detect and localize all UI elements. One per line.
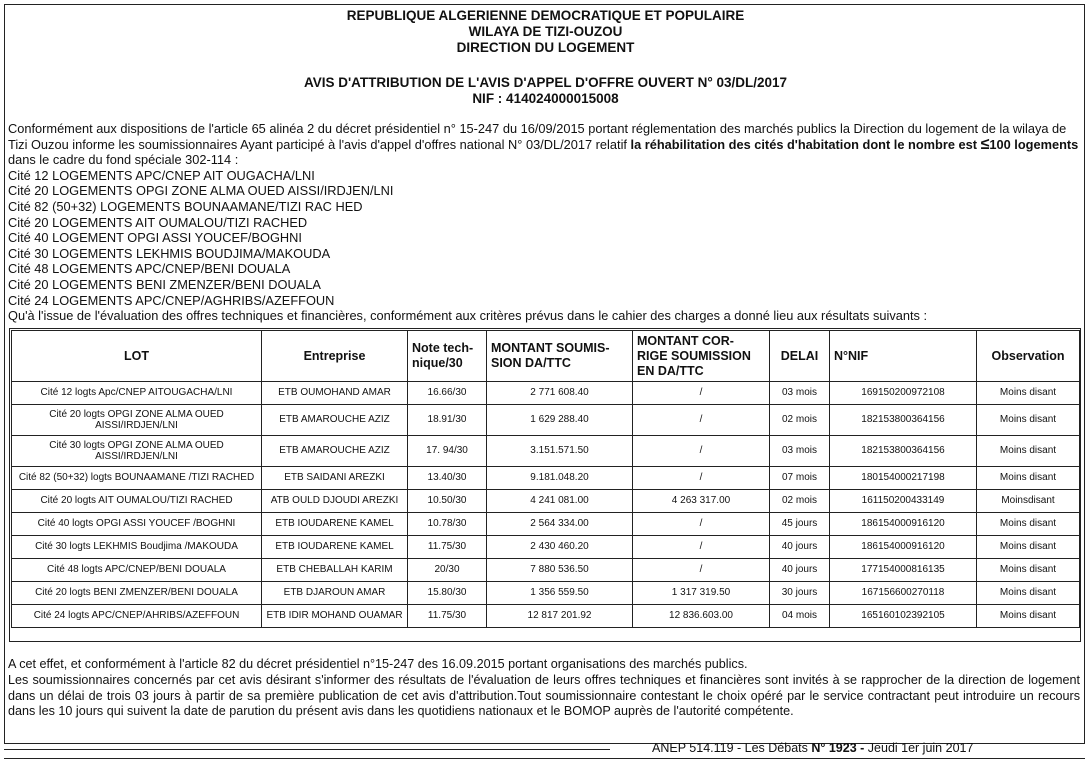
notice-nif: NIF : 414024000015008 (472, 91, 619, 106)
intro-block (8, 121, 1080, 324)
closing-paragraph-1: A cet effet, et conformément à l'article 82 du décret présidentiel n°15-247 des 16.09.2015 portant organisations des marchés publics. (8, 657, 748, 671)
table-header-cell: MONTANT SOUMIS- SION DA/TTC (487, 331, 633, 382)
header-wilaya: WILAYA DE TIZI-OUZOU (468, 24, 623, 39)
table-cell: ETB OUMOHAND AMAR (262, 382, 408, 405)
table-cell: 9.181.048.20 (487, 467, 633, 490)
table-header-cell: DELAI (770, 331, 830, 382)
table-cell: Cité 20 logts BENI ZMENZER/BENI DOUALA (12, 582, 262, 605)
table-row (12, 382, 1080, 405)
table-cell: Moins disant (977, 436, 1080, 467)
table-cell: Moins disant (977, 605, 1080, 628)
after-cities-text: Qu'à l'issue de l'évaluation des offres techniques et financières, conformément aux critères prévus dans le cahier des charges a donné lieu aux résultats suivants : (8, 308, 928, 324)
footer-date: Jeudi 1er juin 2017 (864, 741, 974, 755)
table-cell: 17. 94/30 (408, 436, 487, 467)
table-cell: 1 356 559.50 (487, 582, 633, 605)
table-cell: / (633, 513, 770, 536)
table-cell: 167156600270118 (830, 582, 977, 605)
table-cell: 1 317 319.50 (633, 582, 770, 605)
table-cell: / (633, 559, 770, 582)
city-item: Cité 20 LOGEMENTS OPGI ZONE ALMA OUED AISSI/IRDJEN/LNI (8, 183, 394, 199)
table-cell: ETB IDIR MOHAND OUAMAR (262, 605, 408, 628)
table-cell: Moins disant (977, 513, 1080, 536)
table-body (12, 382, 1080, 628)
table-cell: ATB OULD DJOUDI AREZKI (262, 490, 408, 513)
table-cell: 11.75/30 (408, 536, 487, 559)
intro-text-end: dans le cadre du fond spéciale 302-114 : (8, 152, 239, 168)
table-cell: ETB AMAROUCHE AZIZ (262, 436, 408, 467)
bottom-rule (4, 758, 1085, 759)
table-header-cell: Note tech- nique/30 (408, 331, 487, 382)
table-header-row (12, 331, 1080, 382)
city-item: Cité 20 LOGEMENTS BENI ZMENZER/BENI DOUALA (8, 276, 321, 292)
table-cell: Cité 20 logts AIT OUMALOU/TIZI RACHED (12, 490, 262, 513)
intro-text: Conformément aux dispositions de l'article 65 alinéa 2 du décret présidentiel n° 15-247 du 16/09/2015 portant réglementation des marchés publics la Direction du logement de la wilaya de Tizi Ouzou informe les soumissionnaires Ayant participé à l'avis d'appel d'offres national N° 03/DL/2017 relatif (8, 121, 1067, 152)
table-cell: 45 jours (770, 513, 830, 536)
table-cell: 03 mois (770, 436, 830, 467)
table-cell: Moins disant (977, 536, 1080, 559)
table-cell: Cité 12 logts Apc/CNEP AITOUGACHA/LNI (12, 382, 262, 405)
table-cell: ETB DJAROUN AMAR (262, 582, 408, 605)
table-cell: 12 817 201.92 (487, 605, 633, 628)
table-cell: 03 mois (770, 382, 830, 405)
table-row (12, 405, 1080, 436)
table-cell: 161150200433149 (830, 490, 977, 513)
intro-bold-count: 100 logements (989, 136, 1079, 152)
table-cell: Moins disant (977, 582, 1080, 605)
table-cell: ETB CHEBALLAH KARIM (262, 559, 408, 582)
table-cell: 1 629 288.40 (487, 405, 633, 436)
table-cell: Moins disant (977, 559, 1080, 582)
footer-issue: N° 1923 - (811, 741, 865, 755)
table-cell: 13.40/30 (408, 467, 487, 490)
table-cell: 7 880 536.50 (487, 559, 633, 582)
table-header-cell: Observation (977, 331, 1080, 382)
table-cell: 07 mois (770, 467, 830, 490)
table-cell: ETB SAIDANI AREZKI (262, 467, 408, 490)
intro-bold-subject: la réhabilitation des cités d'habitation dont le nombre est (630, 136, 981, 152)
table-cell: 02 mois (770, 490, 830, 513)
table-cell: Cité 20 logts OPGI ZONE ALMA OUED AISSI/IRDJEN/LNI (12, 405, 262, 436)
footer-rule (4, 749, 610, 750)
table-header-cell: Entreprise (262, 331, 408, 382)
table-cell: / (633, 536, 770, 559)
table-row (12, 536, 1080, 559)
cities-list (8, 168, 1080, 308)
city-item: Cité 24 LOGEMENTS APC/CNEP/AGHRIBS/AZEFFOUN (8, 292, 335, 308)
table-cell: Cité 40 logts OPGI ASSI YOUCEF /BOGHNI (12, 513, 262, 536)
table-cell: 165160102392105 (830, 605, 977, 628)
table-cell: Cité 48 logts APC/CNEP/BENI DOUALA (12, 559, 262, 582)
table-cell: 2 564 334.00 (487, 513, 633, 536)
table-cell: 12 836.603.00 (633, 605, 770, 628)
table-header-cell: LOT (12, 331, 262, 382)
table-cell: 16.66/30 (408, 382, 487, 405)
table-cell: / (633, 405, 770, 436)
city-item: Cité 20 LOGEMENTS AIT OUMALOU/TIZI RACHED (8, 214, 308, 230)
table-cell: Cité 30 logts OPGI ZONE ALMA OUED AISSI/IRDJEN/LNI (12, 436, 262, 467)
table-cell: 40 jours (770, 559, 830, 582)
table-header-cell: MONTANT COR- RIGE SOUMISSION EN DA/TTC (633, 331, 770, 382)
table-cell: ETB IOUDARENE KAMEL (262, 536, 408, 559)
intro-le-symbol: ≤ (980, 135, 990, 153)
table-row (12, 436, 1080, 467)
table-cell: ETB IOUDARENE KAMEL (262, 513, 408, 536)
table-cell: 02 mois (770, 405, 830, 436)
table-cell: Moins disant (977, 467, 1080, 490)
table-cell: 4 241 081.00 (487, 490, 633, 513)
table-cell: 15.80/30 (408, 582, 487, 605)
table-row (12, 513, 1080, 536)
table-cell: 20/30 (408, 559, 487, 582)
table-row (12, 582, 1080, 605)
table-cell: 186154000916120 (830, 513, 977, 536)
city-item: Cité 40 LOGEMENT OPGI ASSI YOUCEF/BOGHNI (8, 230, 302, 246)
table-cell: 180154000217198 (830, 467, 977, 490)
table-cell: 4 263 317.00 (633, 490, 770, 513)
table-cell: 2 771 608.40 (487, 382, 633, 405)
table-cell: 04 mois (770, 605, 830, 628)
results-table (11, 330, 1080, 628)
table-cell: 10.50/30 (408, 490, 487, 513)
header-republic: REPUBLIQUE ALGERIENNE DEMOCRATIQUE ET POPULAIRE (346, 8, 745, 23)
footer-ref: ANEP 514.119 - Les Débats (652, 741, 812, 755)
table-cell: Cité 24 logts APC/CNEP/AHRIBS/AZEFFOUN (12, 605, 262, 628)
table-row (12, 467, 1080, 490)
table-cell: 169150200972108 (830, 382, 977, 405)
table-cell: 182153800364156 (830, 436, 977, 467)
table-cell: 186154000916120 (830, 536, 977, 559)
closing-block (8, 657, 1080, 720)
table-row (12, 559, 1080, 582)
table-cell: Moins disant (977, 382, 1080, 405)
table-cell: 10.78/30 (408, 513, 487, 536)
footer (652, 741, 973, 755)
table-row (12, 490, 1080, 513)
table-cell: 182153800364156 (830, 405, 977, 436)
table-row (12, 605, 1080, 628)
table-cell: / (633, 382, 770, 405)
intro-paragraph (8, 121, 1080, 168)
city-item: Cité 30 LOGEMENTS LEKHMIS BOUDJIMA/MAKOUDA (8, 245, 331, 261)
table-cell: Cité 82 (50+32) logts BOUNAAMANE /TIZI RACHED (12, 467, 262, 490)
table-cell: Cité 30 logts LEKHMIS Boudjima /MAKOUDA (12, 536, 262, 559)
table-cell: Moinsdisant (977, 490, 1080, 513)
city-item: Cité 82 (50+32) LOGEMENTS BOUNAAMANE/TIZI RAC HED (8, 198, 363, 214)
table-cell: ETB AMAROUCHE AZIZ (262, 405, 408, 436)
table-cell: 11.75/30 (408, 605, 487, 628)
table-cell: Moins disant (977, 405, 1080, 436)
table-cell: 3.151.571.50 (487, 436, 633, 467)
table-cell: 30 jours (770, 582, 830, 605)
table-cell: 18.91/30 (408, 405, 487, 436)
table-cell: / (633, 436, 770, 467)
notice-title: AVIS D'ATTRIBUTION DE L'AVIS D'APPEL D'OFFRE OUVERT N° 03/DL/2017 (303, 75, 788, 90)
table-cell: 40 jours (770, 536, 830, 559)
table-cell: 177154000816135 (830, 559, 977, 582)
closing-paragraph-2: Les soumissionnaires concernés par cet avis désirant s'informer des résultats de l'évaluation de leurs offres techniques et financières sont invités à se rapprocher de la direction de logement dans un délai de trois 03 jours à partir de sa première publication de cet avis d'attribution.Tout soumissionnaire contestant le choix opéré par le service contractant peut introduire un recours dans les 10 jours qui suivent la date de parution du présent avis dans les quotidiens nationaux et le BOMOP auprès de l'autorité compétente. (8, 672, 1080, 719)
city-item: Cité 12 LOGEMENTS APC/CNEP AIT OUGACHA/LNI (8, 167, 315, 183)
header-direction: DIRECTION DU LOGEMENT (456, 40, 635, 55)
city-item: Cité 48 LOGEMENTS APC/CNEP/BENI DOUALA (8, 261, 291, 277)
table-cell: 2 430 460.20 (487, 536, 633, 559)
table-header-cell: N°NIF (830, 331, 977, 382)
table-cell: / (633, 467, 770, 490)
